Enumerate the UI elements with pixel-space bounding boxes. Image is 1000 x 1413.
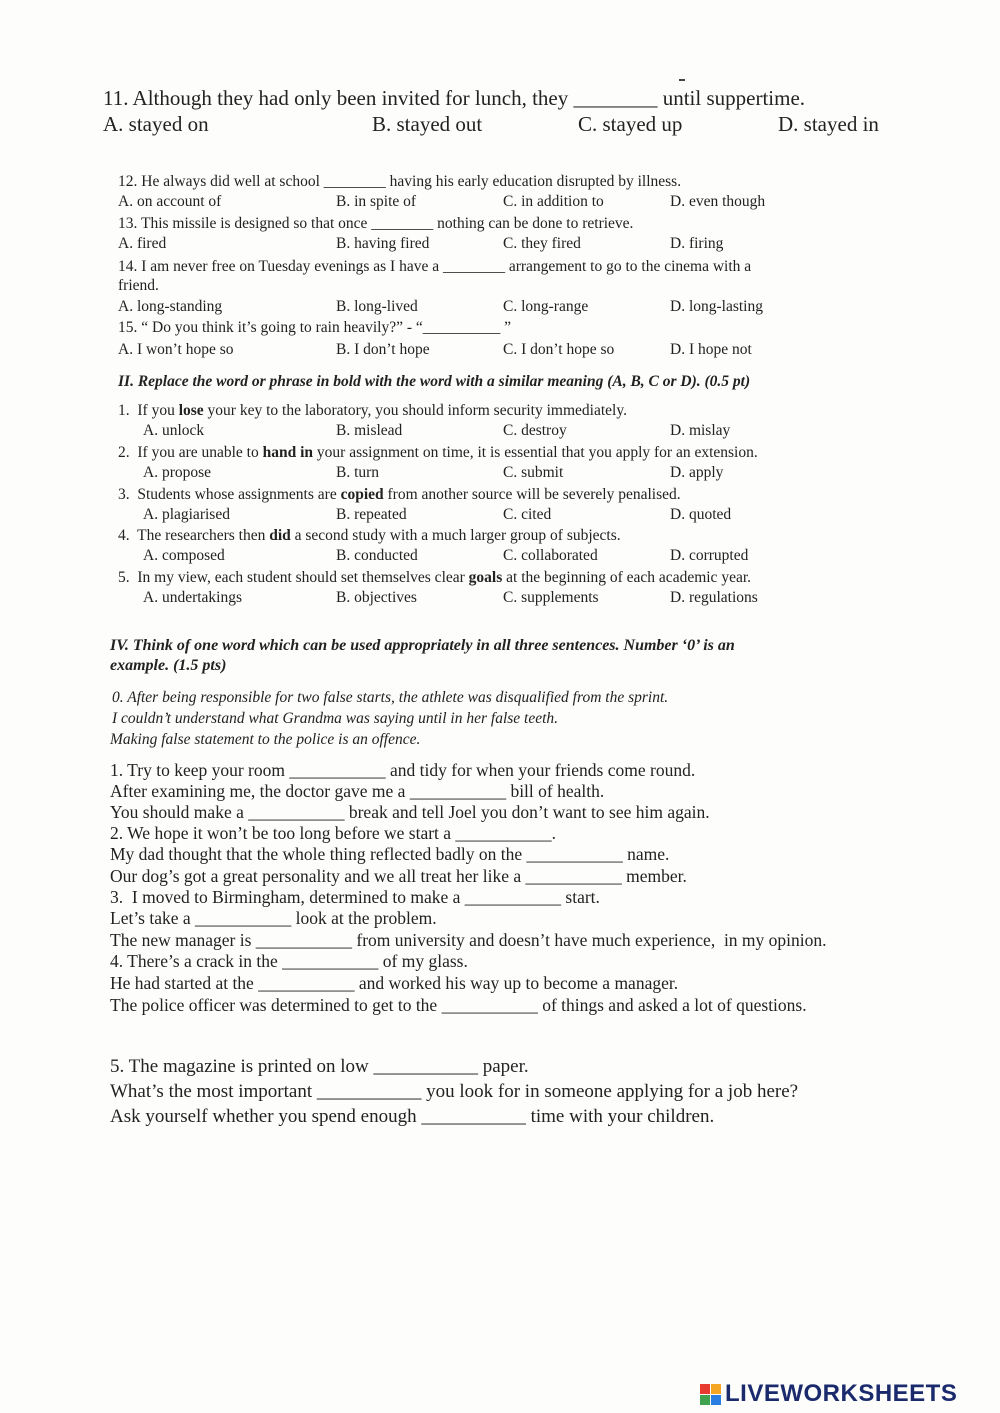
s2-item-2-option-b: B. turn <box>336 464 380 481</box>
example-line-3: Making false statement to the police is an offence. <box>110 731 421 748</box>
s4-line-7: 3. I moved to Birmingham, determined to make a ___________ start. <box>110 887 600 907</box>
logo-tile <box>711 1395 721 1405</box>
q13-option-d: D. firing <box>670 235 724 252</box>
q15-option-d: D. I hope not <box>670 341 752 358</box>
s2-item-3-option-a: A. plagiarised <box>143 506 230 523</box>
q15-option-b: B. I don’t hope <box>336 341 430 358</box>
q12-option-d: D. even though <box>670 193 766 210</box>
s4-q5-line-1: 5. The magazine is printed on low ___________ paper. <box>110 1056 529 1077</box>
s2-item-1-option-d: D. mislay <box>670 422 731 439</box>
q13-option-c: C. they fired <box>503 235 581 252</box>
s2-item-5-option-c: C. supplements <box>503 589 599 606</box>
s2-item-3-option-d: D. quoted <box>670 506 732 523</box>
s4-line-4: 2. We hope it won’t be too long before we start a ___________. <box>110 823 557 843</box>
q15-option-c: C. I don’t hope so <box>503 341 615 358</box>
q13-stem: 13. This missile is designed so that once ________ nothing can be done to retrieve. <box>118 215 634 232</box>
q12-option-c: C. in addition to <box>503 193 604 210</box>
s2-item-3-stem: 3. Students whose assignments are copied from another source will be severely penalised. <box>118 486 681 503</box>
s2-item-2-stem: 2. If you are unable to hand in your assignment on time, it is essential that you apply for an extension. <box>118 444 758 461</box>
s4-q5-line-3: Ask yourself whether you spend enough ___________ time with your children. <box>110 1106 715 1127</box>
q12-stem: 12. He always did well at school ________ having his early education disrupted by illness. <box>118 173 682 190</box>
q13-option-a: A. fired <box>118 235 167 252</box>
s2-item-3-option-c: C. cited <box>503 506 552 523</box>
q15-option-a: A. I won’t hope so <box>118 341 234 358</box>
q11-option-b: B. stayed out <box>372 112 483 136</box>
s2-item-4-option-d: D. corrupted <box>670 547 749 564</box>
q11-option-c: C. stayed up <box>578 112 683 136</box>
s4-line-6: Our dog’s got a great personality and we all treat her like a ___________ member. <box>110 866 687 886</box>
logo-tile <box>700 1384 710 1394</box>
logo-tile <box>711 1384 721 1394</box>
s2-item-5-stem: 5. In my view, each student should set themselves clear goals at the beginning of each academic year. <box>118 569 752 586</box>
s2-item-5-option-a: A. undertakings <box>143 589 243 606</box>
s4-line-11: He had started at the ___________ and worked his way up to become a manager. <box>110 973 679 993</box>
liveworksheets-logo <box>700 1380 957 1408</box>
s2-item-2-option-a: A. propose <box>143 464 212 481</box>
s2-item-5-option-b: B. objectives <box>336 589 417 606</box>
q12-option-b: B. in spite of <box>336 193 417 210</box>
q13-option-b: B. having fired <box>336 235 430 252</box>
example-line-1: 0. After being responsible for two false starts, the athlete was disqualified from the sprint. <box>112 689 669 706</box>
s2-item-2-option-d: D. apply <box>670 464 724 481</box>
q11-option-d: D. stayed in <box>778 112 879 136</box>
q11-stem: 11. Although they had only been invited for lunch, they ________ until suppertime. <box>103 86 806 110</box>
brand-name: LIVEWORKSHEETS <box>725 1380 958 1407</box>
s2-item-1-option-c: C. destroy <box>503 422 567 439</box>
q14-option-d: D. long-lasting <box>670 298 763 315</box>
s4-line-2: After examining me, the doctor gave me a ___________ bill of health. <box>110 781 605 801</box>
s4-line-8: Let’s take a ___________ look at the problem. <box>110 908 437 928</box>
stray-mark <box>679 79 685 81</box>
q14-option-c: C. long-range <box>503 298 589 315</box>
section4-heading: IV. Think of one word which can be used appropriately in all three sentences. Number ‘0’ is an <box>110 637 735 654</box>
logo-tile <box>700 1395 710 1405</box>
q14-option-b: B. long-lived <box>336 298 418 315</box>
s4-line-10: 4. There’s a crack in the ___________ of my glass. <box>110 951 468 971</box>
s2-item-4-option-c: C. collaborated <box>503 547 598 564</box>
s4-line-5: My dad thought that the whole thing reflected badly on the ___________ name. <box>110 844 670 864</box>
s4-line-12: The police officer was determined to get to the ___________ of things and asked a lot of questions. <box>110 995 807 1015</box>
q14-stem: 14. I am never free on Tuesday evenings as I have a ________ arrangement to go to the cinema with a <box>118 258 752 275</box>
s2-item-1-option-b: B. mislead <box>336 422 403 439</box>
q12-option-a: A. on account of <box>118 193 222 210</box>
s4-line-9: The new manager is ___________ from university and doesn’t have much experience, in my opinion. <box>110 930 827 950</box>
s2-item-1-option-a: A. unlock <box>143 422 205 439</box>
s2-item-4-stem: 4. The researchers then did a second study with a much larger group of subjects. <box>118 527 621 544</box>
section4-heading-continued: example. (1.5 pts) <box>110 657 227 674</box>
s2-item-3-option-b: B. repeated <box>336 506 407 523</box>
s2-item-1-stem: 1. If you lose your key to the laboratory, you should inform security immediately. <box>118 402 627 419</box>
section2-heading: II. Replace the word or phrase in bold with the word with a similar meaning (A, B, C or D). (0.5 pt) <box>118 373 751 390</box>
s4-line-3: You should make a ___________ break and tell Joel you don’t want to see him again. <box>110 802 710 822</box>
s4-line-1: 1. Try to keep your room ___________ and tidy for when your friends come round. <box>110 760 696 780</box>
q14-stem-continued: friend. <box>118 277 159 294</box>
q15-stem: 15. “ Do you think it’s going to rain heavily?” - “__________ ” <box>118 319 512 336</box>
q14-option-a: A. long-standing <box>118 298 223 315</box>
logo-tiles-icon <box>700 1384 721 1405</box>
s2-item-5-option-d: D. regulations <box>670 589 758 606</box>
s2-item-4-option-b: B. conducted <box>336 547 418 564</box>
s2-item-4-option-a: A. composed <box>143 547 225 564</box>
q11-option-a: A. stayed on <box>103 112 209 136</box>
s2-item-2-option-c: C. submit <box>503 464 564 481</box>
example-line-2: I couldn’t understand what Grandma was saying until in her false teeth. <box>112 710 559 727</box>
s4-q5-line-2: What’s the most important ___________ you look for in someone applying for a job here? <box>110 1081 799 1102</box>
